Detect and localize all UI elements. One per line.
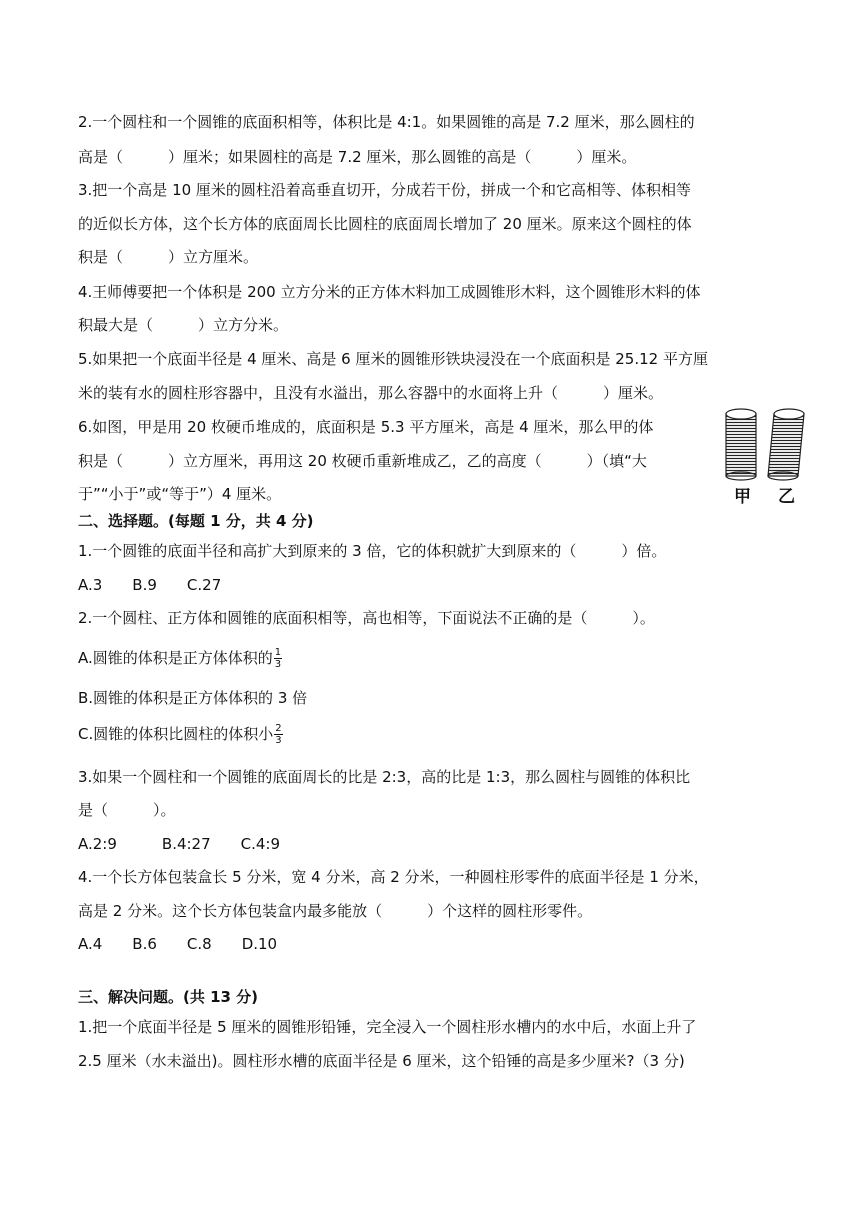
s2-q4-line2: 高是 2 分米。这个长方体包装盒内最多能放（ ）个这样的圆柱形零件。 [78, 902, 593, 920]
label-jia: 甲 [734, 487, 751, 507]
fraction-one-third [274, 647, 282, 670]
q2-line2: 高是（ ）厘米；如果圆柱的高是 7.2 厘米，那么圆锥的高是（ ）厘米。 [78, 148, 637, 166]
q3-line1: 3.把一个高是 10 厘米的圆柱沿着高垂直切开，分成若干份，拼成一个和它高相等、体积相等 [78, 181, 691, 199]
s2-q2-option-a-text: A.圆锥的体积是正方体体积的 [78, 649, 273, 667]
coin-stacks-figure [722, 406, 812, 506]
fraction-denominator: 3 [274, 659, 282, 670]
coin-stacks-drawing [722, 406, 812, 481]
s2-q4-options: A.4 B.6 C.8 D.10 [78, 935, 278, 953]
q4-line1: 4.王师傅要把一个体积是 200 立方分米的正方体木料加工成圆锥形木料，这个圆锥形木料的体 [78, 283, 701, 301]
q4-line2: 积最大是（ ）立方分米。 [78, 316, 289, 334]
s2-q3-line1: 3.如果一个圆柱和一个圆锥的底面周长的比是 2:3，高的比是 1:3，那么圆柱与圆锥的体积比 [78, 768, 691, 786]
q6-line3: 于”“小于”或“等于”）4 厘米。 [78, 485, 282, 503]
s2-q2-option-a [78, 647, 282, 670]
q5-line2: 米的装有水的圆柱形容器中，且没有水溢出，那么容器中的水面将上升（ ）厘米。 [78, 384, 664, 402]
s2-q1: 1.一个圆锥的底面半径和高扩大到原来的 3 倍，它的体积就扩大到原来的（ ）倍。 [78, 542, 667, 560]
s2-q2-option-b: B.圆锥的体积是正方体体积的 3 倍 [78, 689, 308, 707]
fraction-denominator: 3 [275, 735, 282, 746]
s2-q3-line2: 是（ ）。 [78, 801, 176, 819]
q3-line3: 积是（ ）立方厘米。 [78, 248, 259, 266]
s3-q1-line2: 2.5 厘米（水未溢出)。圆柱形水槽的底面半径是 6 厘米，这个铅锤的高是多少厘米?（3 分) [78, 1052, 685, 1070]
s2-q3-options: A.2:9 B.4:27 C.4:9 [78, 835, 281, 853]
s3-q1-line1: 1.把一个底面半径是 5 厘米的圆锥形铅锤，完全浸入一个圆柱形水槽内的水中后，水面上升了 [78, 1018, 697, 1036]
q6-line1: 6.如图，甲是用 20 枚硬币堆成的，底面积是 5.3 平方厘米，高是 4 厘米，那么甲的体 [78, 418, 654, 436]
fraction-numerator: 2 [275, 723, 282, 734]
s2-q1-options: A.3 B.9 C.27 [78, 576, 222, 594]
fraction-two-thirds [274, 723, 282, 746]
s2-q2-option-c [78, 723, 283, 746]
q2-line1: 2.一个圆柱和一个圆锥的底面积相等，体积比是 4:1。如果圆锥的高是 7.2 厘米，那么圆柱的 [78, 113, 695, 131]
coin-stack-a [726, 409, 756, 480]
fraction-numerator: 1 [274, 647, 282, 658]
q3-line2: 的近似长方体，这个长方体的底面周长比圆柱的底面周长增加了 20 厘米。原来这个圆柱的体 [78, 215, 692, 233]
s2-q2-option-c-text: C.圆锥的体积比圆柱的体积小 [78, 725, 274, 743]
s2-q2: 2.一个圆柱、正方体和圆锥的底面积相等，高也相等，下面说法不正确的是（ ）。 [78, 609, 655, 627]
q5-line1: 5.如果把一个底面半径是 4 厘米、高是 6 厘米的圆锥形铁块浸没在一个底面积是 25.12 平方厘 [78, 350, 708, 368]
label-yi: 乙 [778, 487, 795, 507]
s2-q4-line1: 4.一个长方体包装盒长 5 分米，宽 4 分米，高 2 分米，一种圆柱形零件的底面半径是 1 分米， [78, 868, 709, 886]
section3-heading: 三、解决问题。(共 13 分) [78, 988, 259, 1006]
coin-stack-b [768, 409, 804, 480]
q6-line2: 积是（ ）立方厘米，再用这 20 枚硬币重新堆成乙，乙的高度（ ）（填“大 [78, 452, 647, 470]
section2-heading: 二、选择题。(每题 1 分，共 4 分) [78, 512, 314, 530]
